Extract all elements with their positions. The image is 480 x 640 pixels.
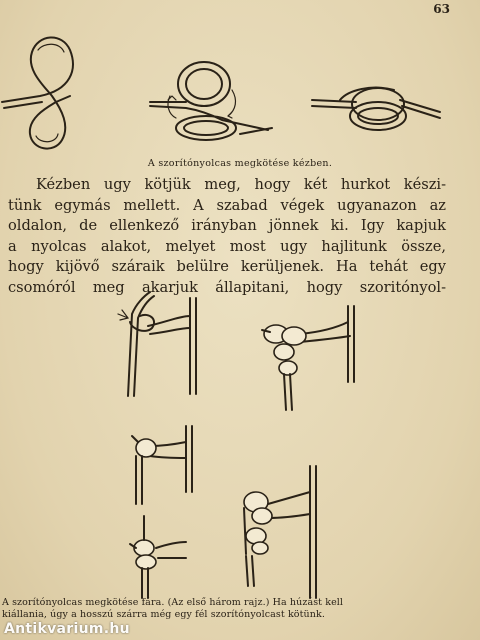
figure-caption-bottom [2, 597, 472, 621]
body-line-3: oldalon, de ellenkező irányban jönnek ki. Igy kapjuk [8, 217, 446, 234]
tree-drawing-1 [118, 292, 196, 396]
knot-stage-1-drawing [2, 37, 73, 148]
figure-knot-on-tree [0, 286, 480, 596]
body-line-2: tünk egymás mellett. A szabad végek ugyanazon az [8, 196, 446, 214]
tree-drawing-3 [132, 426, 192, 504]
tree-drawing-2 [262, 306, 354, 410]
watermark: Antikvarium.hu [4, 621, 130, 637]
body-line-5: hogy kijövő száraik belülre kerüljenek. Ha tehát egy [8, 258, 446, 275]
body-line-6: csomóról meg akarjuk állapitani, hogy szoritónyol- [8, 278, 446, 296]
caption-line-1: A szorítónyolcas megkötése fára. (Az első három rajz.) Ha húzást kell [2, 597, 344, 608]
tree-drawing-4 [130, 516, 186, 598]
body-line-4: a nyolcas alakot, melyet most ugy hajlitunk össze, [8, 237, 446, 255]
knot-stage-2-drawing [150, 62, 272, 140]
body-paragraph [8, 175, 446, 298]
knot-stage-3-drawing [312, 88, 440, 130]
figure-caption-top: A szorítónyolcas megkötése kézben. [147, 158, 333, 169]
body-line-1: Kézben ugy kötjük meg, hogy két hurkot készi- [36, 176, 446, 193]
caption-line-2: kiállania, úgy a hosszú szárra még egy fél szorítónyolcast kötünk. [2, 609, 325, 620]
page-number: 63 [433, 2, 450, 16]
tree-drawing-5 [244, 466, 316, 598]
